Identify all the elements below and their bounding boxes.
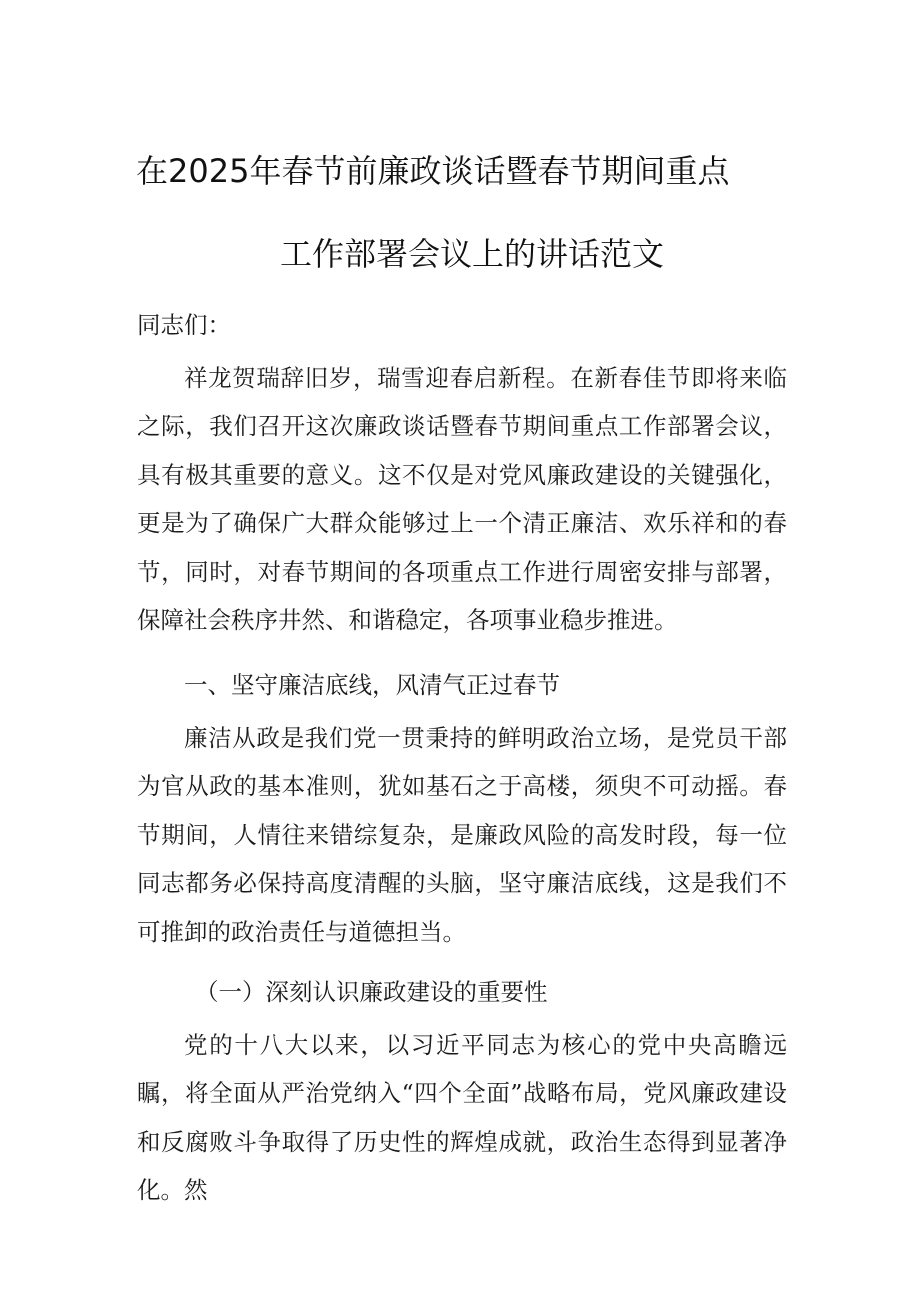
section-heading-1: 一、坚守廉洁底线，风清气正过春节 — [184, 671, 560, 699]
paragraph-subsection-1: 党的十八大以来，以习近平同志为核心的党中央高瞻远瞩，将全面从严治党纳入“四个全面”战略布局，党风廉政建设和反腐败斗争取得了历史性的辉煌成就，政治生态得到显著净化。然 — [137, 1031, 787, 1205]
document-title-line-1: 在2025年春节前廉政谈话暨春节期间重点 — [136, 152, 730, 190]
document-title-line-2: 工作部署会议上的讲话范文 — [280, 235, 665, 273]
paragraph-intro: 祥龙贺瑞辞旧岁，瑞雪迎春启新程。在新春佳节即将来临之际，我们召开这次廉政谈话暨春节期间重点工作部署会议，具有极其重要的意义。这不仅是对党风廉政建设的关键强化，更是为了确保广大群众能够过上一个清正廉洁、欢乐祥和的春节，同时，对春节期间的各项重点工作进行周密安排与部署，保障社会秩序井然、和谐稳定，各项事业稳步推进。 — [137, 364, 787, 635]
salutation: 同志们： — [137, 311, 231, 339]
subsection-heading-1: （一）深刻认识廉政建设的重要性 — [195, 978, 548, 1006]
paragraph-section-1: 廉洁从政是我们党一贯秉持的鲜明政治立场，是党员干部为官从政的基本准则，犹如基石之于高楼，须臾不可动摇。春节期间，人情往来错综复杂，是廉政风险的高发时段，每一位同志都务必保持高度清醒的头脑，坚守廉洁底线，这是我们不可推卸的政治责任与道德担当。 — [137, 724, 787, 946]
